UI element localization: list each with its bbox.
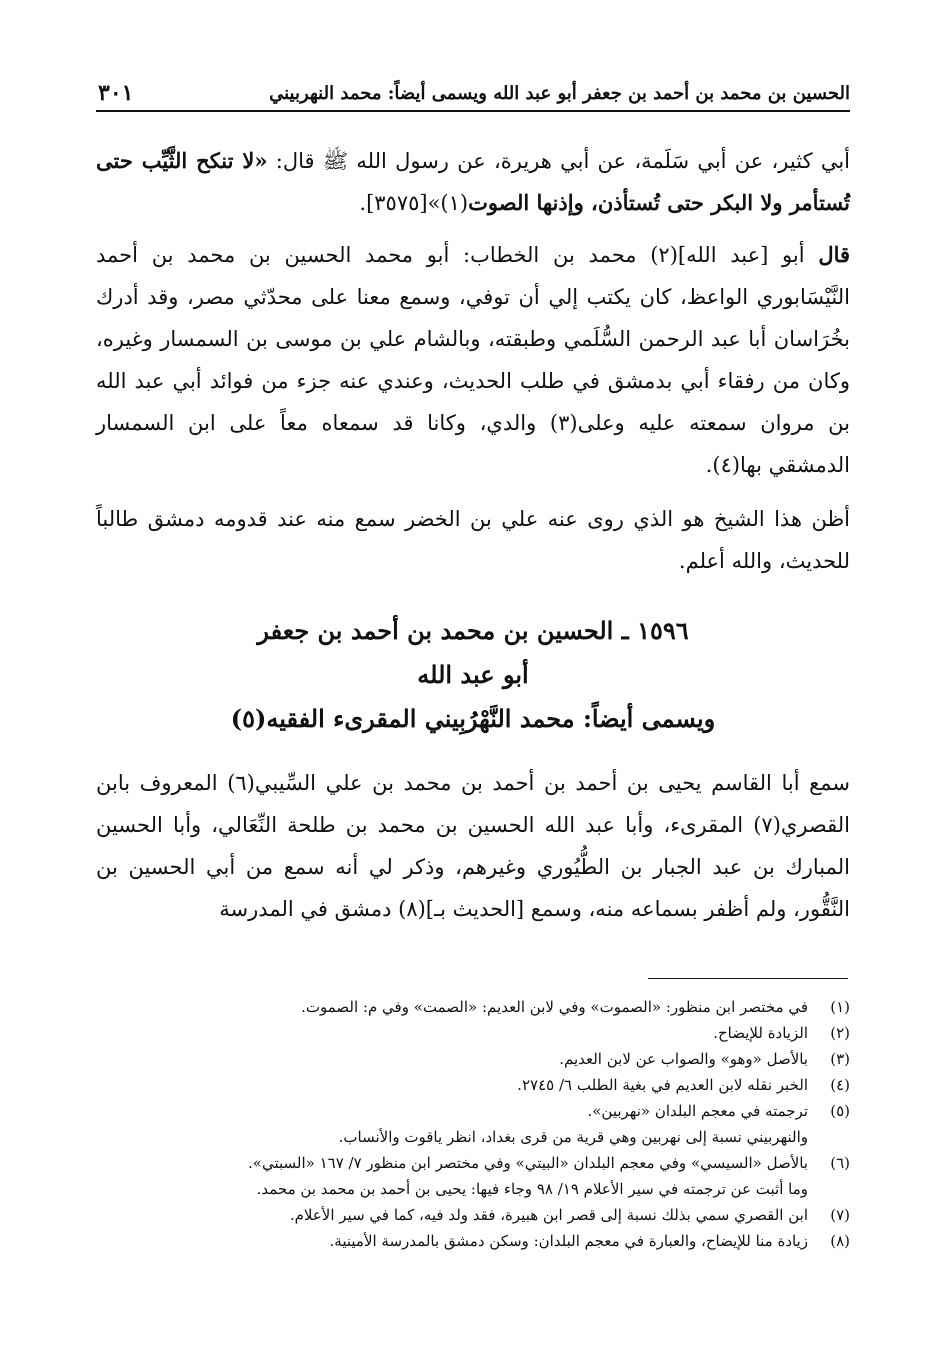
footnote: [96, 1020, 850, 1046]
footnote-text: زيادة منا للإيضاح، والعبارة في معجم البلدان: وسكن دمشق بالمدرسة الأمينية.: [329, 1232, 808, 1250]
footnote: [96, 1072, 850, 1098]
footnote-number: [808, 1176, 850, 1202]
footnote-text: الخبر نقله لابن العديم في بغية الطلب ٦/ ٢٧٤٥.: [517, 1076, 808, 1094]
footnotes: [96, 994, 850, 1254]
page-number: ٣٠١: [98, 80, 134, 106]
footnote-number: (٨): [830, 1232, 850, 1250]
running-header-title: الحسين بن محمد بن أحمد بن جعفر أبو عبد الله ويسمى أيضاً: محمد النهربيني: [269, 83, 850, 104]
footnote-text: في مختصر ابن منظور: «الصموت» وفي لابن العديم: «الصمت» وفي م: الصموت.: [301, 998, 808, 1016]
hadith-matn: «لا تنكح الثَّيِّب حتى تُستأمر ولا البكر حتى تُستأذن، وإذنها الصوت: [96, 148, 850, 215]
footnote-number: (٣): [830, 1050, 850, 1068]
footnote: [96, 1228, 850, 1254]
footnote-number: (٧): [830, 1206, 850, 1224]
footnote: [96, 1202, 850, 1228]
hadith-reference: (١)»[٣٥٧٥].: [359, 191, 469, 215]
footnote-number: [808, 1124, 850, 1150]
paragraph-ibn-al-khattab: [96, 234, 850, 486]
entry-heading-alias: ويسمى أيضاً: محمد النَّهْرُبِيني المقرىء الفقيه(٥): [230, 704, 716, 733]
footnote-number: (١): [830, 998, 850, 1016]
footnote-number: (٥): [830, 1102, 850, 1120]
footnote-divider: [648, 978, 848, 979]
paragraph-author-note-text: أظن هذا الشيخ هو الذي روى عنه علي بن الخضر سمع منه عند قدومه دمشق طالباً للحديث، والله أعلم.: [96, 507, 850, 573]
footnote-continuation: [96, 1176, 850, 1202]
paragraph-ibn-al-khattab-text: أبو [عبد الله](٢) محمد بن الخطاب: أبو محمد الحسين بن محمد بن أحمد النَّيْسَابوري الواعظ، كان يكتب إلي أن توفي، وسمع معنا على محدّثي مصر، وقد أدرك بخُرَاسان أبا عبد الرحمن السُّلَمي وطبقته، وبالشام علي بن موسى بن السمسار وغيره، وكان من رفقاء أبي بدمشق في طلب الحديث، وعندي عنه جزء من فوائد أبي عبد الله بن مروان سمعته عليه وعلى(٣) والدي، وكانا قد سمعاه معاً على ابن السمسار الدمشقي بها(٤).: [96, 243, 850, 477]
paragraph-author-note: [96, 498, 850, 582]
hadith-isnad: أبي كثير، عن أبي سَلَمة، عن أبي هريرة، عن رسول الله ﷺ قال:: [267, 149, 851, 173]
footnote-text: والنهربيني نسبة إلى نهربين وهي قرية من قرى بغداد، انظر ياقوت والأنساب.: [338, 1128, 808, 1146]
footnote-number: (٦): [830, 1154, 850, 1172]
footnote-text: ترجمته في معجم البلدان «نهربين».: [587, 1102, 808, 1120]
qala-word: قال: [818, 242, 851, 267]
footnote: [96, 1150, 850, 1176]
footnote-text: الزيادة للإيضاح.: [713, 1024, 808, 1042]
footnote-text: بالأصل «السيسي» وفي معجم البلدان «البيتي» وفي مختصر ابن منظور ٧/ ١٦٧ «السبتي».: [248, 1154, 808, 1172]
paragraph-hadith: [96, 140, 850, 224]
entry-heading-name: ١٥٩٦ ـ الحسين بن محمد بن أحمد بن جعفر: [257, 616, 689, 645]
footnote-continuation: [96, 1124, 850, 1150]
paragraph-entry-body-text: سمع أبا القاسم يحيى بن أحمد بن أحمد بن محمد بن علي السِّيبي(٦) المعروف بابن القصري(٧) المقرىء، وأبا عبد الله الحسين بن محمد بن طلحة النِّعَالي، وأبا الحسين المبارك بن عبد الجبار بن الطُّيُوري وغيرهم، وذكر لي أنه سمع من أبي الحسين بن النَّقُّور، ولم أظفر بسماعه منه، وسمع [الحديث بـ](٨) دمشق في المدرسة: [96, 771, 850, 921]
footnote-text: ابن القصري سمي بذلك نسبة إلى قصر ابن هبيرة، فقد ولد فيه، كما في سير الأعلام.: [289, 1206, 808, 1224]
paragraph-entry-body: [96, 762, 850, 930]
footnote: [96, 1046, 850, 1072]
entry-heading-kunya: أبو عبد الله: [417, 660, 529, 689]
footnote: [96, 994, 850, 1020]
footnote-number: (٤): [830, 1076, 850, 1094]
running-header: [96, 70, 850, 112]
footnote: [96, 1098, 850, 1124]
footnote-number: (٢): [830, 1024, 850, 1042]
footnote-text: وما أثبت عن ترجمته في سير الأعلام ١٩/ ٩٨ وجاء فيها: يحيى بن أحمد بن محمد بن محمد.: [256, 1180, 808, 1198]
footnote-text: بالأصل «وهو» والصواب عن لابن العديم.: [559, 1050, 808, 1068]
